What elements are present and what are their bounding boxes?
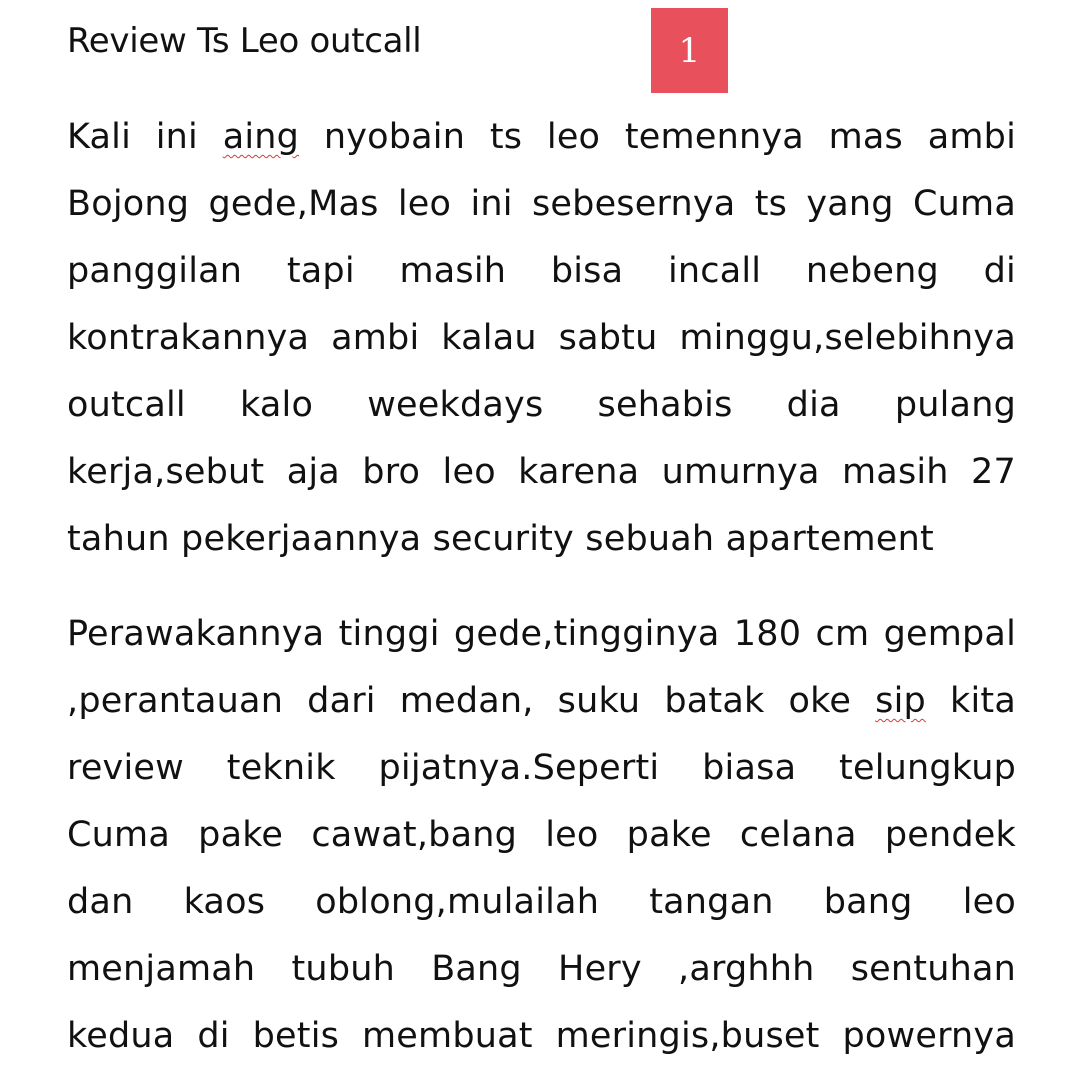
text-segment: kita: [925, 681, 1016, 721]
spellcheck-flagged-word[interactable]: aing: [222, 117, 300, 157]
text-segment: Kali ini: [67, 117, 223, 157]
text-line: outcall kalo weekdays sehabis dia pulang: [67, 385, 1016, 425]
spellcheck-flagged-word[interactable]: sip: [875, 681, 926, 721]
text-line: Bojong gede,Mas leo ini sebesernya ts yang Cuma: [67, 184, 1016, 224]
text-line: panggilan tapi masih bisa incall nebeng di: [67, 251, 1016, 291]
page-number-badge: 1: [651, 8, 728, 93]
text-line: kerja,sebut aja bro leo karena umurnya masih 27: [67, 452, 1016, 492]
text-line: kedua di betis membuat meringis,buset powernya: [67, 1016, 1016, 1056]
text-line: Cuma pake cawat,bang leo pake celana pendek: [67, 815, 1016, 855]
document-title: Review Ts Leo outcall: [67, 21, 422, 61]
text-line: review teknik pijatnya.Seperti biasa telungkup: [67, 748, 1016, 788]
paragraph-2: [67, 601, 1016, 1070]
text-line: [67, 104, 1016, 171]
text-line: dan kaos oblong,mulailah tangan bang leo: [67, 882, 1016, 922]
text-line: tahun pekerjaannya security sebuah apartement: [67, 519, 934, 559]
text-segment: ,perantauan dari medan, suku batak oke: [67, 681, 876, 721]
paragraph-1: [67, 104, 1016, 573]
text-line: menjamah tubuh Bang Hery ,arghhh sentuhan: [67, 949, 1016, 989]
text-line: Perawakannya tinggi gede,tingginya 180 cm gempal: [67, 614, 1016, 654]
text-line: [67, 668, 1016, 735]
text-line: kontrakannya ambi kalau sabtu minggu,selebihnya: [67, 318, 1016, 358]
text-segment: nyobain ts leo temennya mas ambi: [299, 117, 1016, 157]
